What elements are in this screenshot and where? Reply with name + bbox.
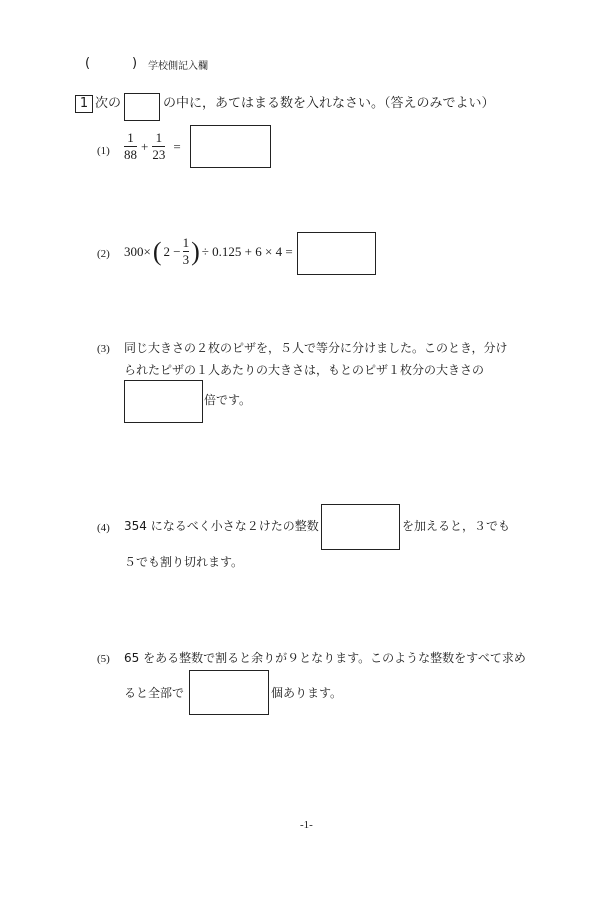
q1-label: (1): [97, 145, 110, 157]
school-note: 学校側記入欄: [148, 61, 208, 72]
q2-frac-numerator: 1: [182, 235, 190, 250]
q1-frac1-numerator: 1: [127, 130, 134, 145]
q1-frac1-denominator: 88: [124, 147, 137, 162]
q2-fraction: [183, 236, 190, 267]
q5-line-2-pre: ると全部で: [124, 686, 185, 700]
q3-line-1: 同じ大きさの２枚のピザを，５人で等分に分けました。このとき，分け: [124, 341, 508, 355]
q5-answer-box[interactable]: [189, 670, 269, 715]
header-paren-close: ): [132, 56, 138, 71]
q4-line-1-post: を加えると，３でも: [402, 519, 511, 533]
q1-plus: +: [141, 138, 149, 154]
q2-left-paren: (: [152, 236, 162, 266]
q1-equals: =: [173, 138, 181, 154]
q2-label: (2): [97, 248, 110, 260]
q1-fraction-2: [152, 131, 165, 162]
q3-suffix: 倍です。: [204, 393, 252, 407]
q2-term-2-minus: 2 −: [163, 243, 181, 259]
q2-frac-denominator: 3: [182, 252, 190, 267]
q5-line-1: 65 をある整数で割ると余りが９となります。このような整数をすべて求め: [124, 651, 526, 665]
page-number: -1-: [300, 819, 313, 831]
example-blank-box: [124, 93, 160, 121]
q3-answer-box[interactable]: [124, 380, 203, 423]
q4-label: (4): [97, 522, 110, 534]
q1-frac2-denominator: 23: [152, 147, 166, 162]
header-paren-open: (: [85, 56, 91, 71]
q2-answer-box[interactable]: [297, 232, 376, 275]
q1-answer-box[interactable]: [190, 125, 271, 168]
section-number: 1: [75, 95, 93, 113]
q2-term-300: 300×: [124, 243, 151, 259]
q5-line-2-post: 個あります。: [271, 686, 343, 700]
q3-label: (3): [97, 343, 110, 355]
q2-expression: [124, 236, 293, 267]
q2-right-paren: ): [191, 236, 200, 266]
q2-rest: ÷ 0.125 + 6 × 4 =: [201, 243, 293, 259]
q1-frac2-numerator: 1: [155, 130, 163, 145]
q5-label: (5): [97, 653, 110, 665]
q1-expression: [124, 131, 181, 162]
q4-line-2: ５でも割り切れます。: [124, 555, 244, 569]
instruction-post: の中に，あてはまる数を入れなさい。（答えのみでよい）: [163, 96, 495, 111]
q1-fraction-1: [124, 131, 137, 162]
q3-line-2: られたピザの１人あたりの大きさは，もとのピザ１枚分の大きさの: [124, 363, 485, 377]
instruction-pre: 次の: [95, 96, 122, 111]
q4-answer-box[interactable]: [321, 504, 400, 550]
q4-line-1-pre: 354 になるべく小さな２けたの整数: [124, 519, 319, 533]
